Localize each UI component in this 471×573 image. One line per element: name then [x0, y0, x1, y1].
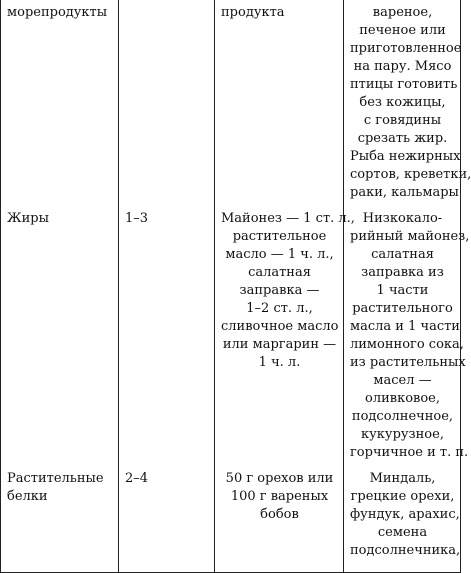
cell-line: заправка — — [239, 283, 320, 298]
cell-recommendations — [344, 206, 470, 466]
table-row-fats — [1, 206, 461, 466]
cell-line: без кожицы, — [359, 95, 446, 110]
cell-line: 2–4 — [125, 471, 149, 486]
cell-line: морепродукты — [7, 5, 108, 20]
cell-line: подсолнечника, — [350, 543, 461, 558]
cell-category — [1, 466, 119, 572]
cell-line: 1–3 — [125, 211, 149, 226]
cell-line: 1–2 ст. л., — [246, 301, 313, 316]
cell-line: 1 ч. л. — [258, 355, 301, 370]
cell-line: вареное, — [372, 5, 433, 20]
cell-line: раки, кальмары — [350, 185, 459, 200]
cell-line: Жиры — [7, 211, 49, 226]
cell-servings — [119, 206, 215, 466]
cell-line: белки — [7, 489, 48, 504]
cell-line: рийный майонез, — [350, 229, 470, 244]
cell-line: 50 г орехов или — [225, 471, 334, 486]
cell-line: растительного — [352, 301, 453, 316]
cell-line: масла и 1 части — [350, 319, 460, 334]
cell-line: продукта — [221, 5, 285, 20]
table-row-plant-proteins — [1, 466, 461, 572]
cell-recommendations — [344, 0, 471, 206]
cell-recommendations — [344, 466, 461, 572]
cell-line: сортов, креветки, — [350, 167, 471, 182]
cell-line: масел — — [373, 373, 432, 388]
cell-line: растительное — [232, 229, 327, 244]
cell-line: приготовленное — [350, 41, 462, 56]
cell-line: 1 части — [376, 283, 429, 298]
cell-line: сливочное масло — [221, 319, 339, 334]
cell-line: грецкие орехи, — [350, 489, 455, 504]
cell-line: 100 г вареных — [230, 489, 329, 504]
cell-line: салатная — [248, 265, 311, 280]
table-row-seafood — [1, 0, 461, 206]
cell-portion — [215, 206, 355, 466]
cell-line: семена — [377, 525, 428, 540]
cell-line: лимонного сока, — [350, 337, 464, 352]
cell-line: Миндаль, — [369, 471, 436, 486]
cell-line: срезать жир. — [357, 131, 448, 146]
cell-line: Растительные — [7, 471, 104, 486]
cell-category — [1, 0, 119, 206]
cell-line: горчичное и т. п. — [350, 445, 469, 460]
cell-line: Майонез — 1 ст. л., — [221, 211, 355, 226]
cell-line: на пару. Мясо — [353, 59, 452, 74]
cell-line: с говядины — [363, 113, 442, 128]
cell-portion — [215, 0, 344, 206]
cell-line: или маргарин — — [222, 337, 337, 352]
cell-line: печеное или — [359, 23, 446, 38]
cell-line: заправка из — [361, 265, 444, 280]
cell-servings — [119, 0, 215, 206]
cell-line: Рыба нежирных — [350, 149, 461, 164]
cell-line: оливковое, — [365, 391, 440, 406]
cell-line: Низкокало- — [362, 211, 443, 226]
cell-servings — [119, 466, 215, 572]
cell-line: масло — 1 ч. л., — [225, 247, 334, 262]
cell-category — [1, 206, 119, 466]
cell-line: подсолнечное, — [351, 409, 454, 424]
cell-line: салатная — [371, 247, 434, 262]
cell-line: бобов — [260, 507, 299, 522]
cell-portion — [215, 466, 344, 572]
cell-line: фундук, арахис, — [350, 507, 460, 522]
cell-line: кукурузное, — [361, 427, 444, 442]
cell-line: птицы готовить — [350, 77, 458, 92]
cell-line: из растительных — [350, 355, 466, 370]
